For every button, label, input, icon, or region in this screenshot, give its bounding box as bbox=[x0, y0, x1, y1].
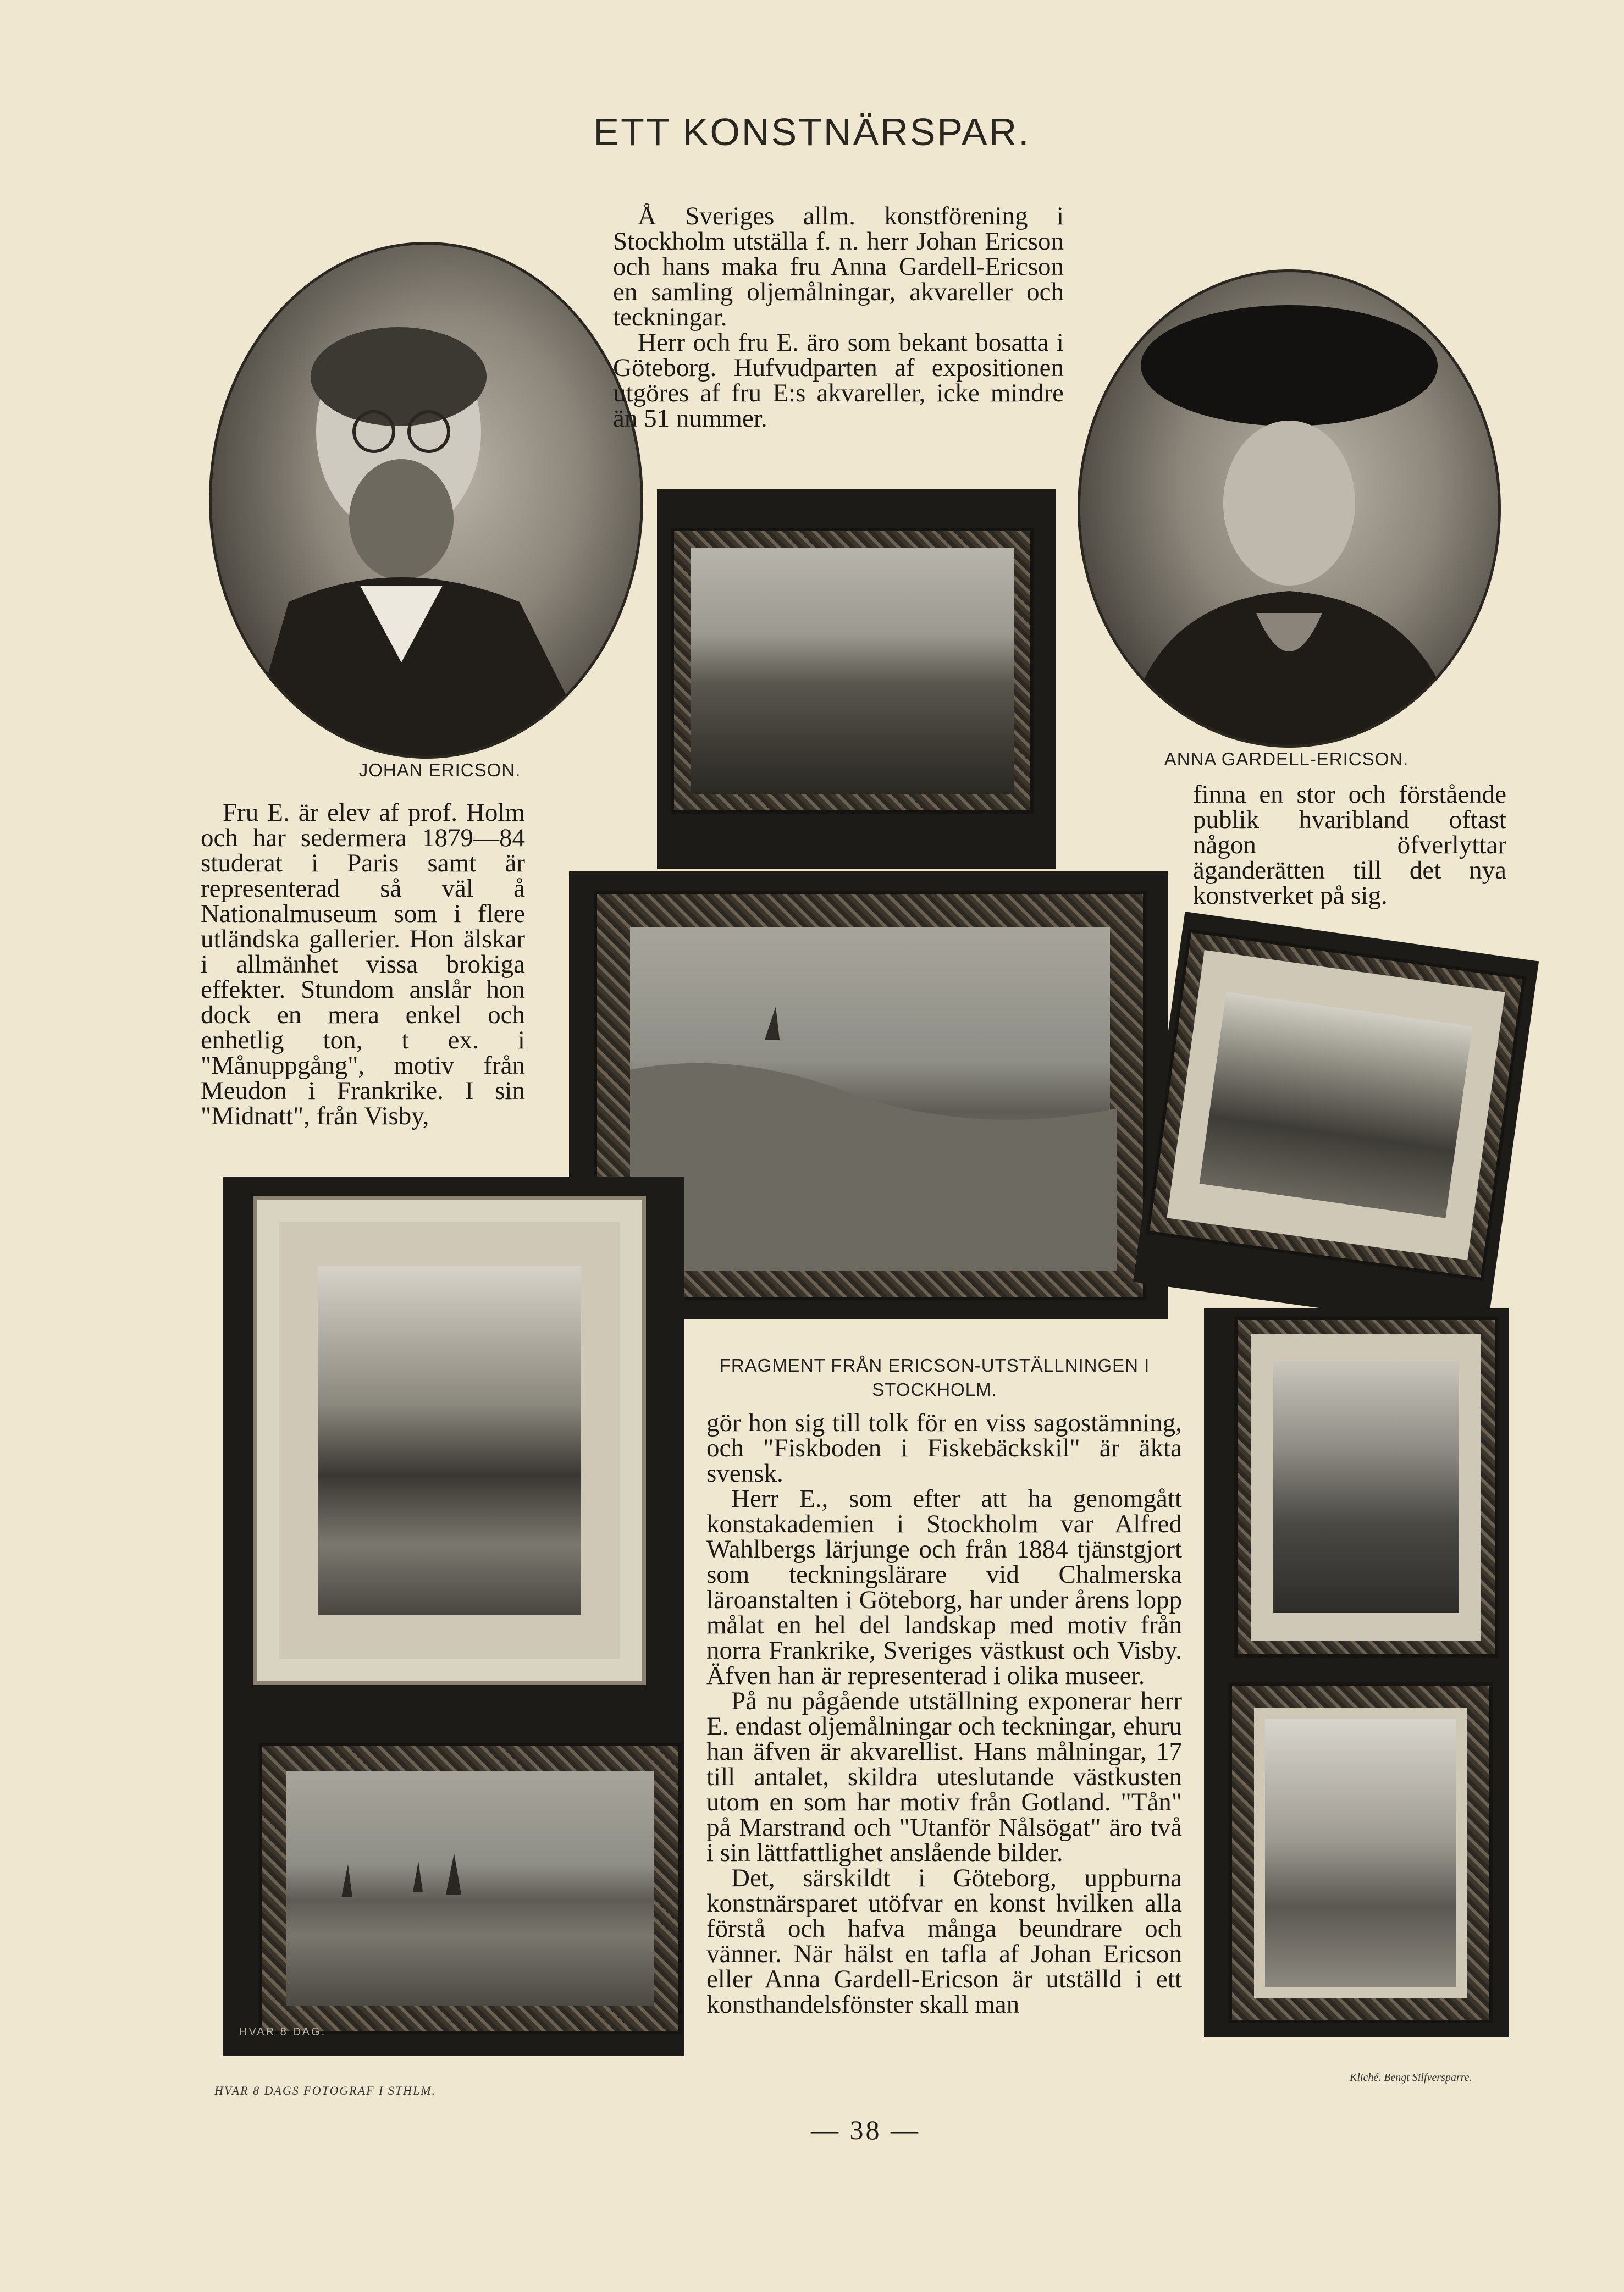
painting-frame-city bbox=[1229, 1682, 1493, 2023]
caption-anna-gardell-ericson: ANNA GARDELL-ERICSON. bbox=[1164, 749, 1409, 769]
left-paragraph-1: Fru E. är elev af prof. Holm och har sedermera 1879—84 studerat i Paris samt är representerad så väl å Nationalmuseum som i flere utländska gallerier. Hon älskar i allmänhet vissa brokiga effekter. Stundom anslår hon dock en mera enkel och enhetlig ton, t ex. i "Månuppgång", motiv från Meudon i Frankrike. I sin "Midnatt", från Visby, bbox=[201, 798, 525, 1130]
center-paragraph-2: Herr E., som efter att ha genomgått konstakademien i Stockholm var Alfred Wahlbergs lärjunge och från 1884 tjänstgjort som teckningslärare vid Chalmerska läroanstalten i Göteborg, har under årens lopp målat en hel del landskap med motiv från norra Frankrike, Sveriges västkust och Visby. Äfven han är representerad i olika museer. bbox=[706, 1484, 1182, 1690]
portrait-johan-ericson bbox=[209, 242, 643, 759]
portrait-woman-image bbox=[1080, 272, 1498, 745]
center-paragraph-3: På nu pågående utställning exponerar herr E. endast oljemålningar och teckningar, ehuru han äfven är akvarellist. Hans målningar, 17 till antalet, skildra uteslutande västkusten utom en som har motiv från Gotland. "Tån" på Marstrand och "Utanför Nålsögat" äro två i sin lättfattlighet anslående bilder. bbox=[706, 1687, 1182, 1867]
photo-credit: HVAR 8 DAGS FOTOGRAF I STHLM. bbox=[214, 2084, 437, 2097]
intro-paragraph-1: Å Sveriges allm. konstförening i Stockholm utställa f. n. herr Johan Ericson och hans maka fru Anna Gardell-Ericson en samling oljemålningar, akvareller och teckningar. bbox=[613, 202, 1064, 332]
caption-fragment-exhibition: FRAGMENT FRÅN ERICSON-UTSTÄLLNINGEN I STOCKHOLM. bbox=[719, 1355, 1150, 1400]
painting-rocky-coast-sailboat bbox=[630, 927, 1110, 1264]
right-paragraph-1: finna en stor och förstående publik hvaribland oftast någon öfverlyttar äganderätten till det nya konstverket på sig. bbox=[1193, 780, 1506, 910]
painting-frame-mountain bbox=[253, 1196, 646, 1685]
painting-heath-landscape bbox=[691, 548, 1014, 794]
page-number: — 38 — bbox=[811, 2114, 920, 2145]
cliche-credit: Kliché. Bengt Silfversparre. bbox=[1350, 2072, 1472, 2084]
portrait-anna-gardell-ericson bbox=[1078, 269, 1501, 748]
painting-mountain-river bbox=[318, 1266, 581, 1615]
painting-frame-sailboats bbox=[258, 1743, 682, 2034]
portrait-man-image bbox=[212, 245, 640, 756]
photo-plaque: HVAR 8 DAG. bbox=[239, 2026, 327, 2038]
right-column-text bbox=[1193, 782, 1506, 908]
center-column-text bbox=[706, 1410, 1182, 2017]
intro-paragraph-2: Herr och fru E. äro som bekant bosatta i Göteborg. Hufvudparten af expositionen utgöres af fru E:s akvareller, icke mindre än 51 nummer. bbox=[613, 328, 1064, 433]
caption-johan-ericson: JOHAN ERICSON. bbox=[358, 760, 521, 780]
painting-frame-top bbox=[671, 528, 1034, 814]
sailboat-icon bbox=[630, 927, 1117, 1271]
painting-frame-moonrise bbox=[1234, 1317, 1498, 1658]
painting-sailboats-at-sea bbox=[286, 1771, 654, 2006]
sailboats-icon bbox=[286, 1771, 660, 2013]
center-paragraph-4: Det, särskildt i Göteborg, uppburna konstnärsparet utöfvar en konst hvilken alla förstå och hafva många beundrare och vänner. När hälst en tafla af Johan Ericson eller Anna Gardell-Ericson är utställd i ett konsthandelsfönster skall man bbox=[706, 1864, 1182, 2019]
intro-text bbox=[613, 203, 1064, 431]
painting-moonrise bbox=[1273, 1361, 1459, 1613]
page-title: ETT KONSTNÄRSPAR. bbox=[593, 111, 1031, 153]
center-paragraph-1: gör hon sig till tolk för en viss sagostämning, och "Fiskboden i Fiskebäckskil" är äkta svensk. bbox=[706, 1409, 1182, 1488]
painting-visby-harbour bbox=[1265, 1719, 1456, 1987]
left-column-text bbox=[201, 800, 525, 1129]
painting-forest-lake bbox=[1200, 992, 1473, 1218]
painting-frame-right-tilted bbox=[1146, 929, 1526, 1282]
